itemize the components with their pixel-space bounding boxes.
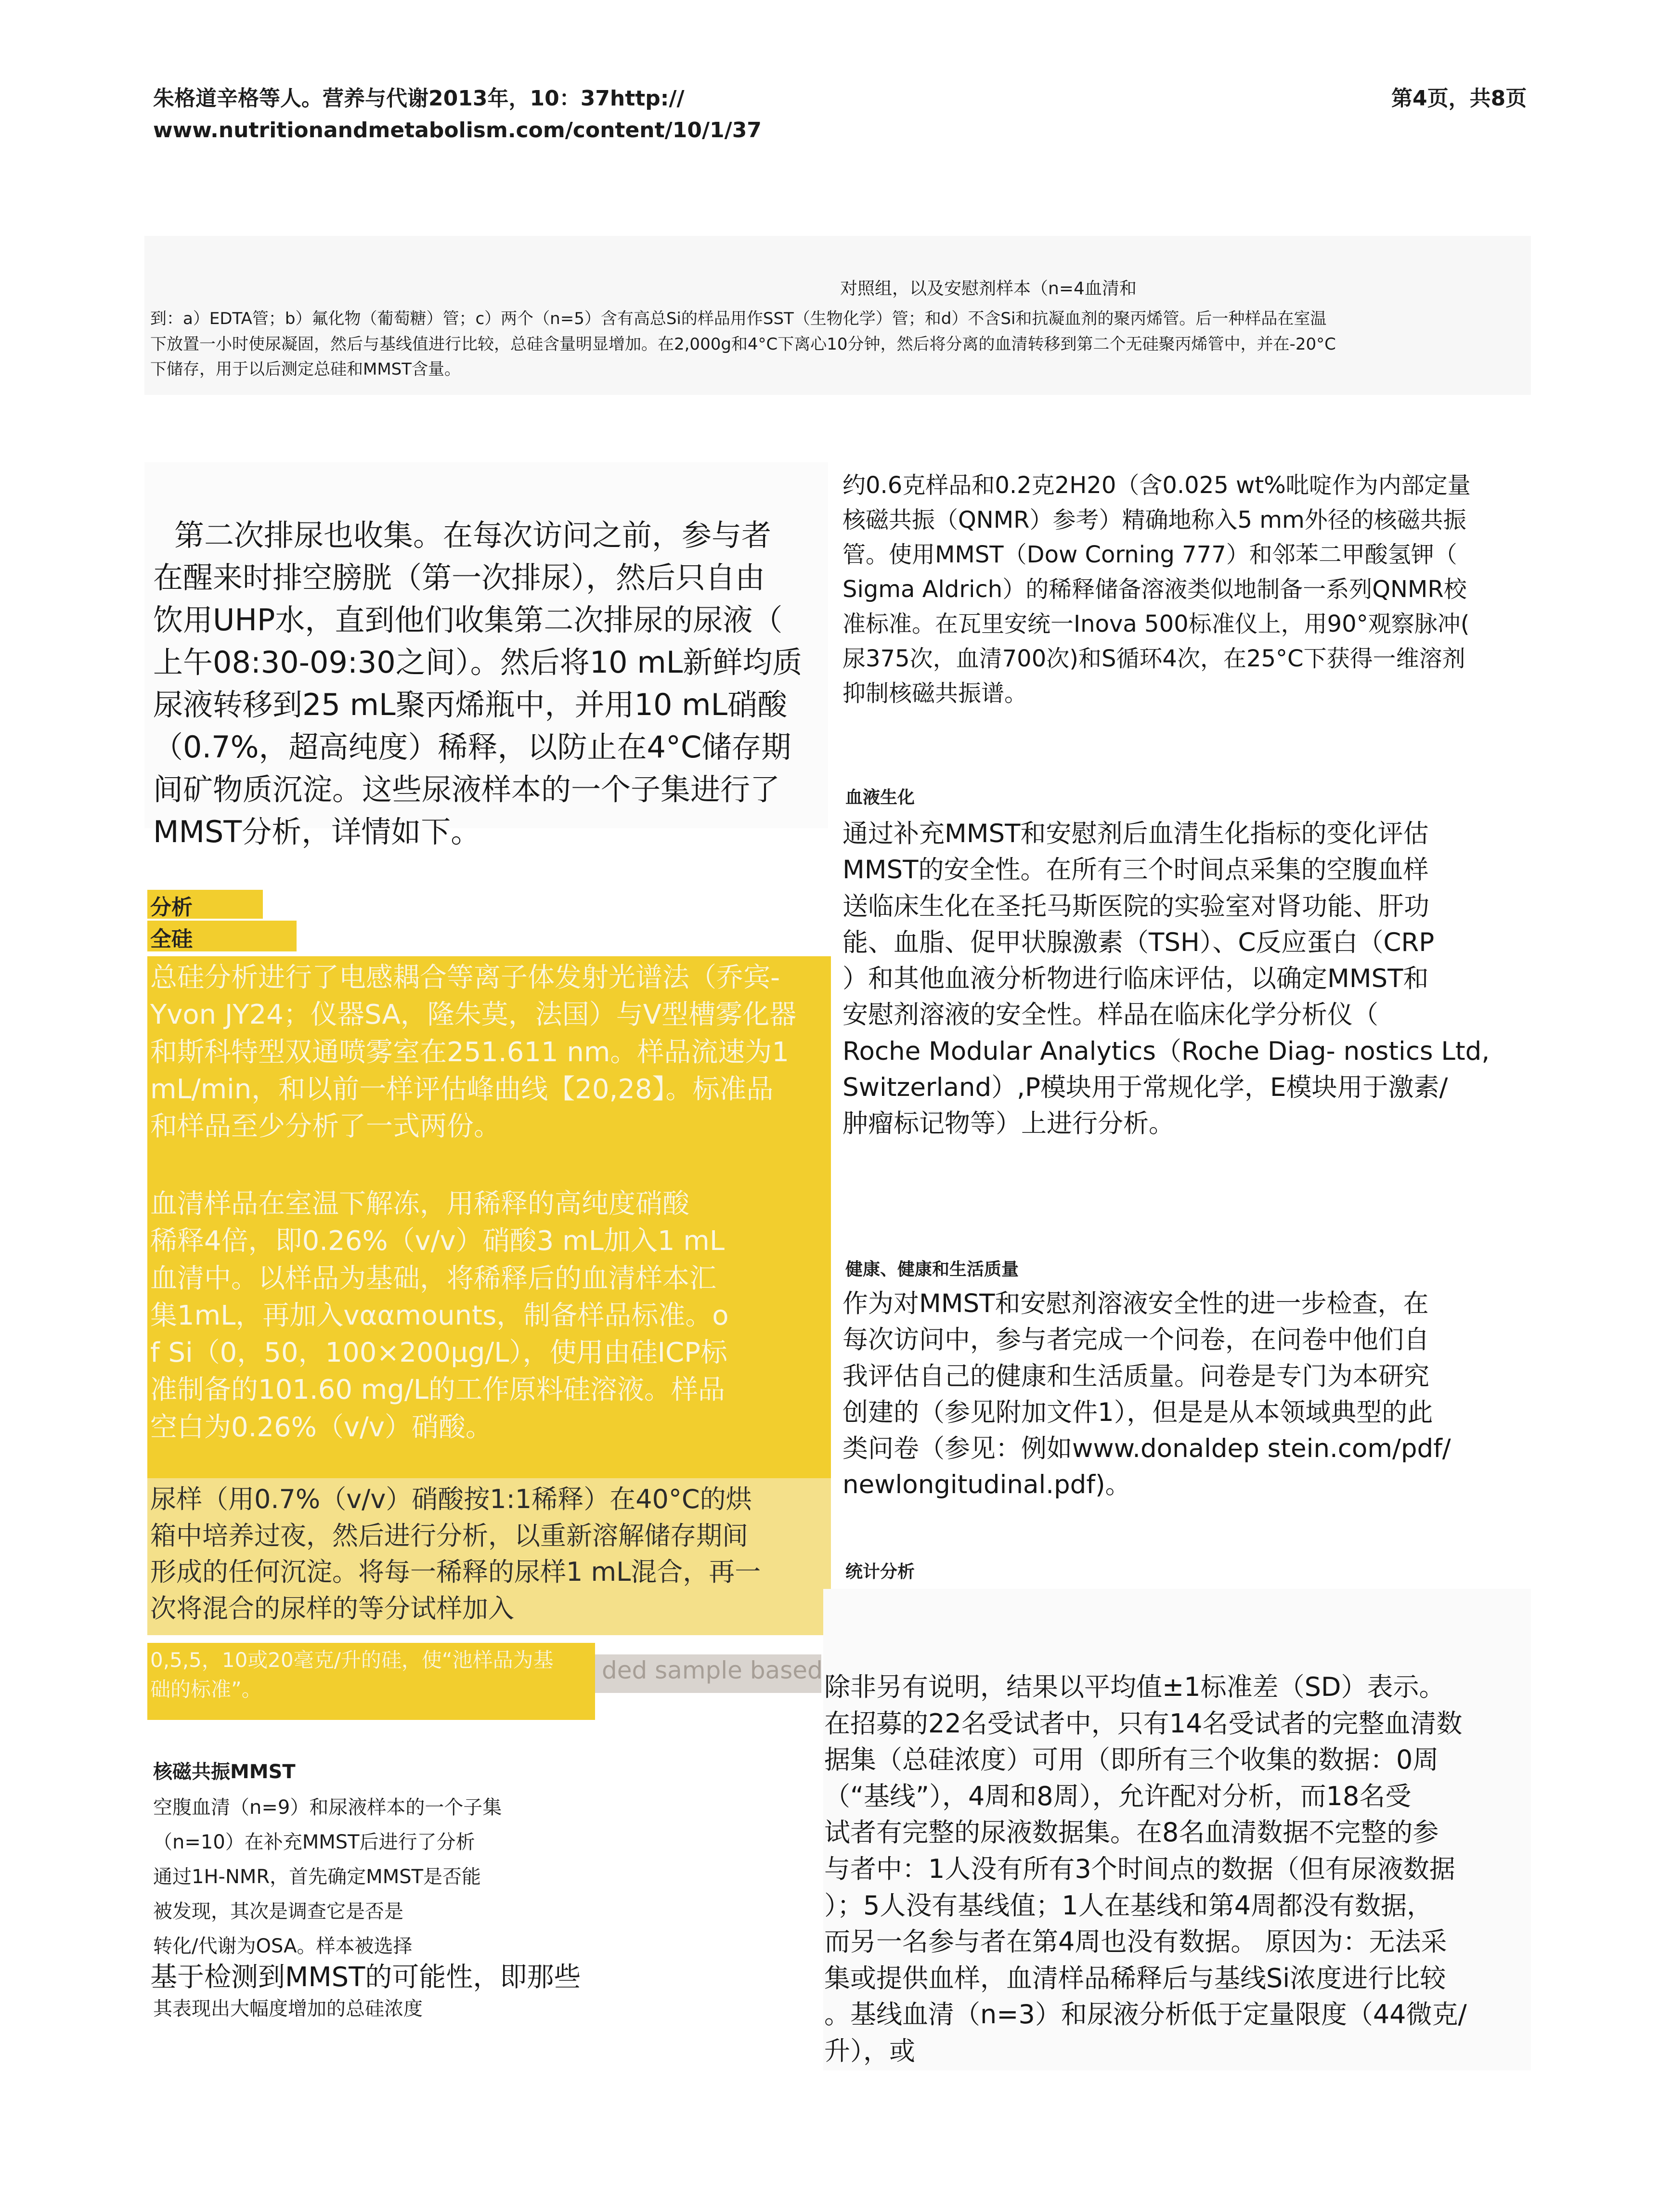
paragraph-line: 肿瘤标记物等）上进行分析。: [842, 1109, 1174, 1138]
figure-caption-line-3: 下储存，用于以后测定总硅和MMST含量。: [150, 360, 461, 379]
citation: [153, 83, 762, 146]
paragraph-line: （0.7%，超高纯度）稀释，以防止在4°C储存期: [153, 729, 791, 765]
paragraph-line: Yvon JY24；仪器SA，隆朱莫，法国）与V型槽雾化器: [150, 999, 797, 1031]
page-number: 第4页，共8页: [1391, 86, 1527, 111]
paragraph-line: 升），或: [824, 2035, 915, 2066]
paragraph-line: 作为对MMST和安慰剂溶液安全性的进一步检查，在: [842, 1289, 1429, 1318]
paragraph-line: MMST分析，详情如下。: [153, 814, 481, 850]
paragraph-line: 血清中。以样品为基础，将稀释后的血清样本汇: [150, 1262, 716, 1294]
paragraph-line: 通过补充MMST和安慰剂后血清生化指标的变化评估: [842, 819, 1429, 848]
analysis-heading: 分析: [150, 895, 193, 920]
paragraph-line: 准制备的101.60 mg/L的工作原料硅溶液。样品: [150, 1374, 725, 1406]
paragraph-line: 管。使用MMST（Dow Corning 777）和邻苯二甲酸氢钾（: [842, 541, 1457, 568]
figure-caption-line-2: 下放置一小时使尿凝固，然后与基线值进行比较，总硅含量明显增加。在2,000g和4°C下离心10分钟，然后将分离的血清转移到第二个无硅聚丙烯管中，并在-20°C: [150, 334, 1336, 354]
paragraph-line: 和斯科特型双通喷雾室在251.611 nm。样品流速为1: [150, 1036, 790, 1068]
bleed-through-text: ded sample based: [602, 1656, 823, 1684]
paragraph-line: 与者中：1人没有所有3个时间点的数据（但有尿液数据: [824, 1853, 1455, 1884]
nmr-heading: 核磁共振MMST: [153, 1761, 296, 1783]
paragraph-line: 类问卷（参见：例如www.donaldep stein.com/pdf/: [842, 1434, 1451, 1463]
urine-paragraph: [153, 514, 827, 853]
paragraph-line: 转化/代谢为OSA。样本被选择: [153, 1935, 413, 1957]
paragraph-line: 创建的（参见附加文件1），但是是从本领域典型的此: [842, 1397, 1433, 1427]
health-heading: 健康、健康和生活质量: [845, 1260, 1019, 1279]
figure-caption: [150, 306, 1527, 382]
total-si-paragraph: [150, 959, 829, 1145]
paragraph-line: newlongitudinal.pdf)。: [842, 1470, 1131, 1500]
paragraph-line: 血清样品在室温下解冻，用稀释的高纯度硝酸: [150, 1188, 689, 1220]
paragraph-line: f Si（0，50，100×200μg/L），使用由硅ICP标: [150, 1337, 727, 1369]
paragraph-line: 被发现，其次是调查它是否是: [153, 1900, 403, 1923]
paragraph-line: 据集（总硅浓度）可用（即所有三个收集的数据：0周: [824, 1744, 1439, 1775]
paragraph-line: 在招募的22名受试者中，只有14名受试者的完整血清数: [824, 1708, 1463, 1739]
paragraph-line: 我评估自己的健康和生活质量。问卷是专门为本研究: [842, 1361, 1429, 1391]
paragraph-line: 通过1H-NMR，首先确定MMST是否能: [153, 1866, 481, 1888]
paragraph-line: 和样品至少分析了一式两份。: [150, 1111, 501, 1143]
nmr-last-line: 其表现出大幅度增加的总硅浓度: [153, 1998, 423, 2020]
paragraph-line: 抑制核磁共振谱。: [842, 680, 1028, 707]
paragraph-line: 约0.6克样品和0.2克2H20（含0.025 wt%吡啶作为内部定量: [842, 472, 1471, 499]
spike-note: [150, 1646, 554, 1705]
paragraph-line: 集1mL，再加入vααmounts，制备样品标准。o: [150, 1300, 729, 1331]
health-paragraph: [842, 1286, 1526, 1503]
paragraph-line: 饮用UHP水，直到他们收集第二次排尿的尿液（: [153, 602, 783, 638]
paragraph-line: 安慰剂溶液的安全性。样品在临床化学分析仪（: [842, 1000, 1378, 1030]
paragraph-line: 空白为0.26%（v/v）硝酸。: [150, 1411, 493, 1443]
paragraph-line: ）和其他血液分析物进行临床评估，以确定MMST和: [842, 964, 1429, 993]
paragraph-line: 送临床生化在圣托马斯医院的实验室对肾功能、肝功: [842, 891, 1429, 921]
paragraph-line: 。基线血清（n=3）和尿液分析低于定量限度（44微克/: [824, 1999, 1467, 2030]
paragraph-line: Switzerland）,P模块用于常规化学，E模块用于激素/: [842, 1072, 1448, 1102]
qnmr-paragraph: [842, 468, 1526, 711]
paragraph-line: 准标准。在瓦里安统一Inova 500标准仪上，用90°观察脉冲(: [842, 611, 1470, 638]
paragraph-line: 础的标准”。: [150, 1677, 262, 1701]
citation-line-2: www.nutritionandmetabolism.com/content/10/1/37: [153, 118, 762, 143]
paragraph-line: 尿375次，血清700次)和S循环4次，在25°C下获得一维溶剂: [842, 645, 1465, 672]
paragraph-line: 核磁共振（QNMR）参考）精确地称入5 mm外径的核磁共振: [842, 507, 1466, 533]
paragraph-line: MMST的安全性。在所有三个时间点采集的空腹血样: [842, 855, 1429, 885]
paragraph-line: 在醒来时排空膀胱（第一次排尿），然后只自由: [153, 560, 765, 596]
paragraph-line: 尿样（用0.7%（v/v）硝酸按1:1稀释）在40°C的烘: [150, 1484, 752, 1514]
paragraph-line: 总硅分析进行了电感耦合等离子体发射光谱法（乔宾-: [150, 962, 780, 993]
figure-caption-line-1: 到：a）EDTA管；b）氟化物（葡萄糖）管；c）两个（n=5）含有高总Si的样品用作SST（生物化学）管；和d）不含Si和抗凝血剂的聚丙烯管。后一种样品在室温: [150, 309, 1327, 328]
total-si-heading: 全硅: [150, 927, 193, 951]
paragraph-line: （n=10）在补充MMST后进行了分析: [153, 1831, 475, 1853]
paragraph-line: 第二次排尿也收集。在每次访问之前，参与者: [174, 518, 772, 553]
paragraph-line: 稀释4倍，即0.26%（v/v）硝酸3 mL加入1 mL: [150, 1225, 725, 1257]
citation-line-1: 朱格道辛格等人。营养与代谢2013年，10：37http://: [153, 86, 685, 111]
paragraph-line: 每次访问中，参与者完成一个问卷，在问卷中他们自: [842, 1325, 1429, 1355]
stats-heading: 统计分析: [845, 1562, 915, 1582]
paragraph-line: 集或提供血样，血清样品稀释后与基线Si浓度进行比较: [824, 1963, 1446, 1993]
serum-paragraph: [150, 1185, 829, 1446]
paragraph-line: 间矿物质沉淀。这些尿液样本的一个子集进行了: [153, 772, 780, 807]
figure-caption-line-0: 对照组，以及安慰剂样本（n=4血清和: [840, 279, 1137, 299]
paragraph-line: mL/min，和以前一样评估峰曲线【20,28】。标准品: [150, 1073, 774, 1105]
nmr-large-line: 基于检测到MMST的可能性，即那些: [150, 1962, 581, 1993]
urine-sample-paragraph: [150, 1481, 829, 1626]
paragraph-line: 0,5,5，10或20毫克/升的硅，使“池样品为基: [150, 1648, 554, 1672]
paragraph-line: 空腹血清（n=9）和尿液样本的一个子集: [153, 1796, 502, 1819]
paragraph-line: 试者有完整的尿液数据集。在8名血清数据不完整的参: [824, 1817, 1439, 1848]
paragraph-line: 次将混合的尿样的等分试样加入: [150, 1593, 514, 1624]
paragraph-line: 能、血脂、促甲状腺激素（TSH）、C反应蛋白（CRP: [842, 927, 1435, 957]
paragraph-line: Roche Modular Analytics（Roche Diag- nostics Ltd,: [842, 1036, 1490, 1066]
biochem-heading: 血液生化: [845, 788, 915, 807]
biochem-paragraph: [842, 816, 1526, 1142]
paragraph-line: 除非另有说明，结果以平均值±1标准差（SD）表示。: [824, 1672, 1445, 1702]
paragraph-line: Sigma Aldrich）的稀释储备溶液类似地制备一系列QNMR校: [842, 576, 1467, 603]
paragraph-line: 上午08:30-09:30之间）。然后将10 mL新鲜均质: [153, 645, 803, 680]
paragraph-line: 形成的任何沉淀。将每一稀释的尿样1 mL混合，再一: [150, 1557, 761, 1587]
paragraph-line: （“基线”），4周和8周），允许配对分析，而18名受: [824, 1781, 1412, 1811]
stats-paragraph: [824, 1669, 1527, 2069]
paragraph-line: 而另一名参与者在第4周也没有数据。 原因为：无法采: [824, 1926, 1447, 1957]
paragraph-line: ）；5人没有基线值；1人在基线和第4周都没有数据，: [824, 1890, 1433, 1921]
paragraph-line: 尿液转移到25 mL聚丙烯瓶中，并用10 mL硝酸: [153, 687, 788, 723]
paragraph-line: 箱中培养过夜，然后进行分析，以重新溶解储存期间: [150, 1520, 748, 1551]
nmr-lines: [153, 1790, 731, 1964]
